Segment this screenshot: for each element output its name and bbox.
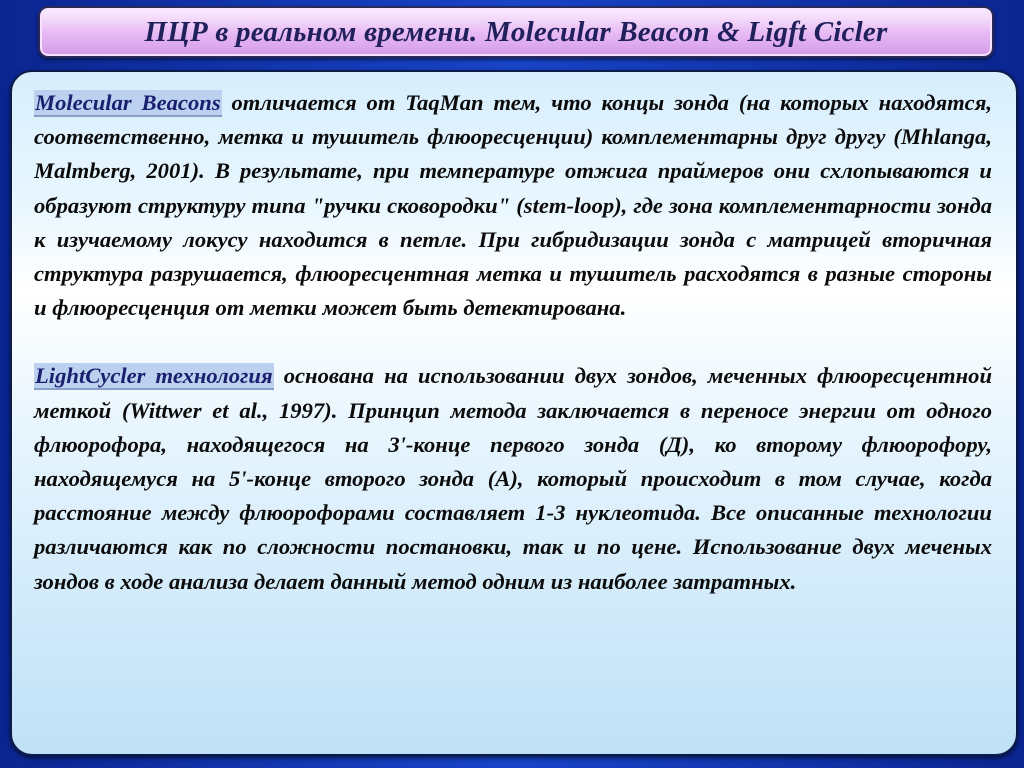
- term-molecular-beacons: Molecular Beacons: [35, 90, 221, 115]
- paragraph-lightcycler: [34, 359, 992, 598]
- content-panel: [10, 70, 1018, 756]
- term-lightcycler: LightCycler технология: [35, 363, 273, 389]
- body-text: [34, 86, 992, 599]
- paragraph-text: основана на использовании двух зондов, меченных флюоресцентной меткой (Wittwer et al., 1997). Принцип метода заключается в переносе энергии от одного флюорофора, находящегося на 3'-конце первого зонда (Д), ко второму флюорофору, находящемуся на 5'-конце второго зонда (А), который происходит в том случае, когда расстояние между флюорофорами составляет 1-3 нуклеотида. Все описанные технологии различаются как по сложности постановки, так и по цене. Использование двух меченых зондов в ходе анализа делает данный метод одним из наиболее затратных.: [34, 363, 993, 594]
- paragraph-molecular-beacons: [34, 86, 992, 325]
- paragraph-text: отличается от TaqMan тем, что концы зонда (на которых находятся, соответственно, метка и тушитель флюоресценции) комплементарны друг другу (Mhlanga, Malmberg, 2001). В результате, при температуре отжига праймеров они схлопываются и образуют структуру типа "ручки сковородки" (stem-loop), где зона комплементарности зонда к изучаемому локусу находится в петле. При гибридизации зонда с матрицей вторичная структура разрушается, флюоресцентная метка и тушитель расходятся в разные стороны и флюоресценция от метки может быть детектирована.: [34, 90, 992, 321]
- slide-title: ПЦР в реальном времени. Molecular Beacon & Ligft Cicler: [144, 15, 888, 48]
- title-banner: [38, 6, 994, 58]
